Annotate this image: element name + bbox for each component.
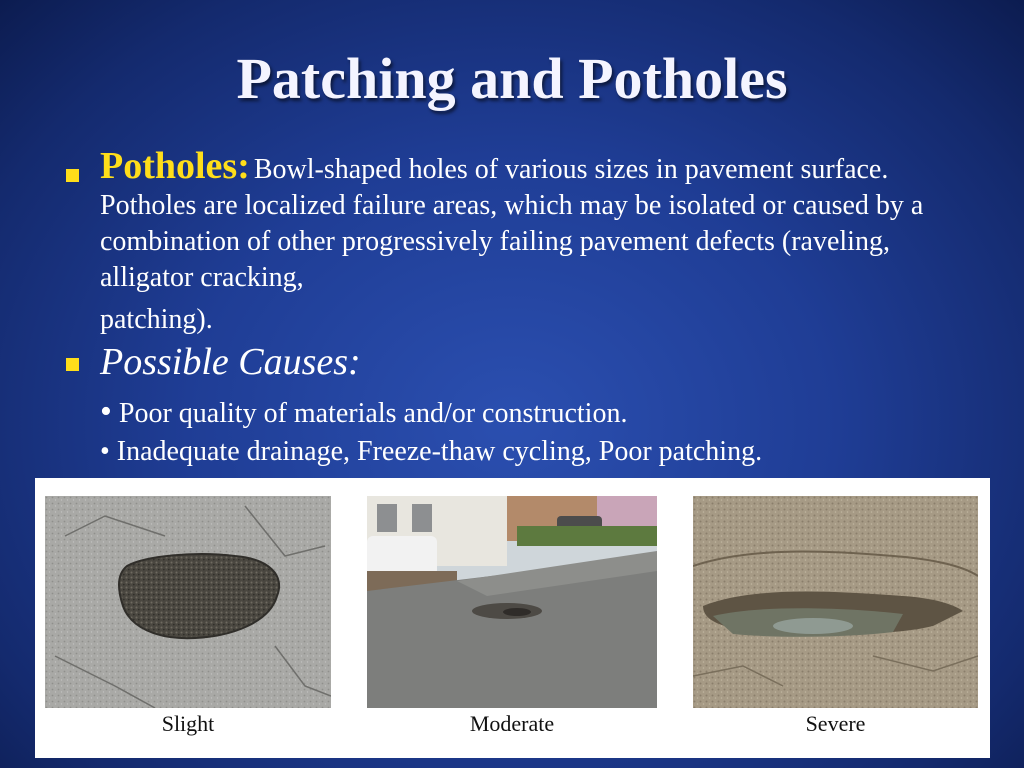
bullet-potholes	[100, 145, 970, 336]
caption-moderate: Moderate	[469, 711, 555, 736]
potholes-definition: Bowl-shaped holes of various sizes in pavement surface. Potholes are localized failure areas, which may be isolated or caused by a combination of other progressively failing pavement defects (raveling, alligator cracking,	[100, 154, 924, 293]
cause-item-1-text: Poor quality of materials and/or construction.	[118, 398, 628, 429]
slight-pothole-photo	[45, 496, 331, 708]
severe-pothole-photo	[693, 496, 978, 708]
potholes-term: Potholes:	[100, 145, 250, 187]
square-bullet-icon	[66, 169, 79, 182]
slide-title: Patching and Potholes	[236, 46, 788, 111]
moderate-pothole-photo	[367, 496, 657, 708]
potholes-definition-end: patching).	[100, 304, 213, 335]
possible-causes-term: Possible Causes:	[100, 341, 361, 383]
caption-slight: Slight	[161, 711, 215, 736]
cause-item-2: • Inadequate drainage, Freeze-thaw cycling, Poor patching.	[100, 436, 763, 467]
cause-item-1	[100, 393, 1000, 431]
sub-bullet-icon: •	[100, 393, 112, 430]
caption-severe: Severe	[805, 711, 866, 736]
square-bullet-icon	[66, 358, 79, 371]
bullet-possible-causes	[100, 340, 970, 384]
pothole-image-panel	[35, 478, 990, 758]
